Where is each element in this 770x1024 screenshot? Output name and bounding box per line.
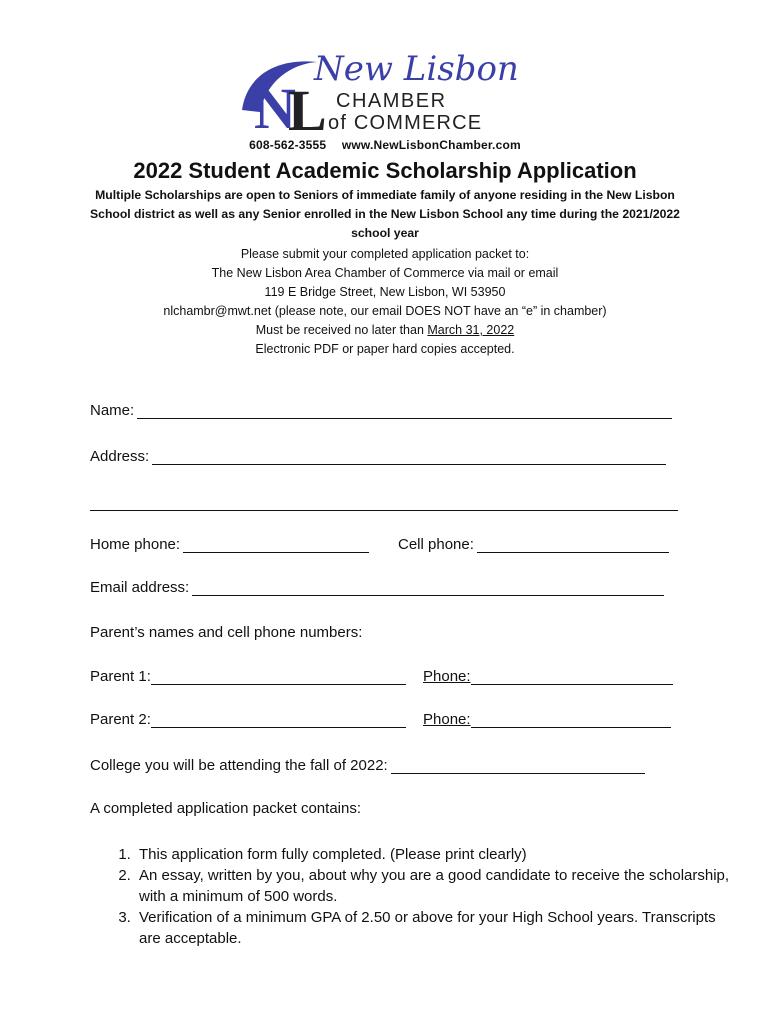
- name-label: Name:: [90, 402, 135, 419]
- name-field: [90, 402, 672, 419]
- parent1-phone-field: [423, 668, 673, 685]
- info-line-2: The New Lisbon Area Chamber of Commerce via mail or email: [211, 266, 559, 280]
- deadline-date: March 31, 2022: [427, 323, 515, 337]
- logo-commerce-text: of COMMERCE: [328, 112, 483, 134]
- info-line-4[interactable]: nlchambr@mwt.net (please note, our email DOES NOT have an “e” in chamber): [163, 304, 607, 318]
- cell-phone-field: [398, 536, 669, 553]
- parent2-phone-label: Phone:: [423, 711, 471, 728]
- college-field: [90, 757, 645, 774]
- address-second-line[interactable]: [90, 494, 678, 511]
- logo-script-text: New Lisbon: [314, 49, 519, 89]
- list-item: 1. This application form fully completed. (Please print clearly): [135, 844, 735, 865]
- email-input-line[interactable]: [192, 579, 664, 596]
- parent1-phone-label: Phone:: [423, 668, 471, 685]
- logo-chamber-text: CHAMBER: [336, 90, 447, 112]
- home-phone-label: Home phone:: [90, 536, 181, 553]
- cell-phone-label: Cell phone:: [398, 536, 474, 553]
- home-phone-field: [90, 536, 369, 553]
- parent2-phone-field: [423, 711, 671, 728]
- parents-heading: Parent’s names and cell phone numbers:: [90, 624, 363, 641]
- parent1-input-line[interactable]: [151, 668, 406, 685]
- deadline-prefix: Must be received no later than: [255, 323, 428, 337]
- info-line-1: Please submit your completed application packet to:: [240, 247, 530, 261]
- parent1-field: [90, 668, 406, 685]
- address-field: [90, 448, 666, 465]
- list-item: 2. An essay, written by you, about why you are a good candidate to receive the scholarship, with a minimum of 500 words.: [135, 865, 735, 907]
- contact-phone: 608-562-3555: [249, 138, 327, 152]
- packet-heading: A completed application packet contains:: [90, 800, 362, 817]
- chamber-logo: [232, 40, 542, 140]
- submission-info: [60, 245, 710, 359]
- eligibility-text: Multiple Scholarships are open to Seniors of immediate family of anyone residing in the New Lisbon School district as well as any Senior enrolled in the New Lisbon School any time during the 2021/2022 school year: [90, 188, 680, 240]
- cell-phone-input-line[interactable]: [477, 536, 669, 553]
- info-line-3: 119 E Bridge Street, New Lisbon, WI 53950: [264, 285, 506, 299]
- list-item: 3. Verification of a minimum GPA of 2.50 or above for your High School years. Transcripts are acceptable.: [135, 907, 735, 949]
- logo-monogram-n: N: [254, 76, 296, 140]
- chamber-logo-graphic: [232, 40, 542, 140]
- info-line-6: Electronic PDF or paper hard copies accepted.: [255, 342, 515, 356]
- email-field: [90, 579, 664, 596]
- parent2-label: Parent 2:: [90, 711, 151, 728]
- parent2-field: [90, 711, 406, 728]
- college-input-line[interactable]: [391, 757, 645, 774]
- info-line-5: [60, 321, 710, 340]
- contact-line: [0, 138, 770, 152]
- address-input-line[interactable]: [152, 448, 666, 465]
- page-title: 2022 Student Academic Scholarship Application: [133, 158, 637, 183]
- parent2-phone-input-line[interactable]: [471, 711, 671, 728]
- address-label: Address:: [90, 448, 150, 465]
- contact-website[interactable]: www.NewLisbonChamber.com: [341, 138, 521, 152]
- parent1-phone-input-line[interactable]: [471, 668, 673, 685]
- college-label: College you will be attending the fall of 2022:: [90, 757, 388, 774]
- logo-monogram-l: L: [288, 78, 327, 140]
- packet-list: [90, 844, 735, 949]
- parent1-label: Parent 1:: [90, 668, 151, 685]
- email-label: Email address:: [90, 579, 190, 596]
- name-input-line[interactable]: [137, 402, 672, 419]
- home-phone-input-line[interactable]: [183, 536, 369, 553]
- parent2-input-line[interactable]: [151, 711, 406, 728]
